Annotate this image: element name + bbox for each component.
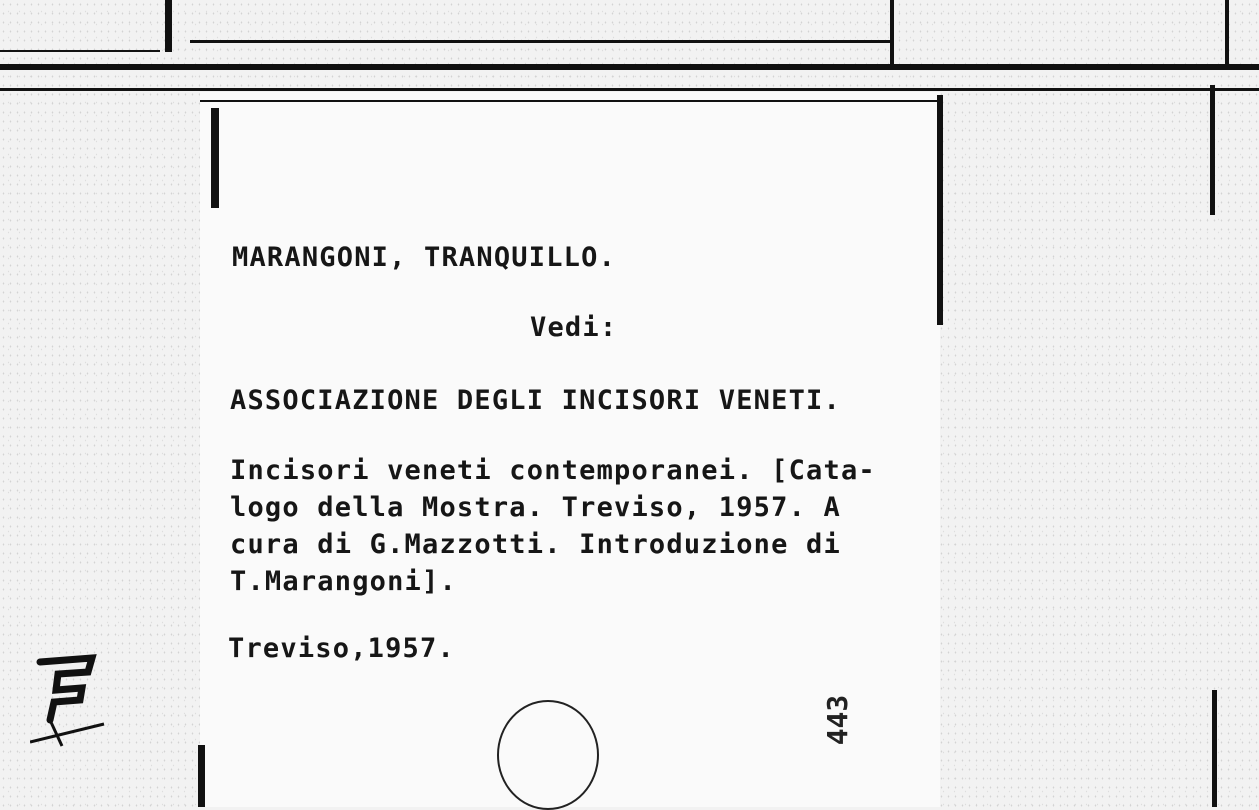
call-number: 443 xyxy=(821,694,854,746)
card-left-border xyxy=(211,108,219,208)
top-inner-line-2 xyxy=(0,50,160,52)
card-entity: ASSOCIAZIONE DEGLI INCISORI VENETI. xyxy=(230,385,841,416)
card-description-line-2: logo della Mostra. Treviso, 1957. A xyxy=(230,492,841,523)
card-description-line-1: Incisori veneti contemporanei. [Cata- xyxy=(230,455,876,486)
top-inner-line xyxy=(190,40,890,43)
card-top-edge xyxy=(200,100,940,102)
card-right-border xyxy=(937,95,943,325)
top-right-divider-2 xyxy=(1225,0,1229,64)
card-left-border-lower xyxy=(198,745,205,807)
card-imprint: Treviso,1957. xyxy=(228,633,455,664)
handwritten-f-mark xyxy=(30,650,110,760)
right-edge-line-lower xyxy=(1212,690,1217,807)
top-left-divider xyxy=(165,0,172,52)
card-description-line-3: cura di G.Mazzotti. Introduzione di xyxy=(230,529,841,560)
top-border-line xyxy=(0,64,1259,70)
card-heading: MARANGONI, TRANQUILLO. xyxy=(232,242,617,273)
card-description-line-4: T.Marangoni]. xyxy=(230,566,457,597)
card-punch-hole xyxy=(497,700,599,810)
right-edge-line xyxy=(1210,85,1215,215)
top-right-divider xyxy=(890,0,894,64)
top-border-line-thin xyxy=(0,88,1259,91)
card-vedi: Vedi: xyxy=(530,312,618,343)
